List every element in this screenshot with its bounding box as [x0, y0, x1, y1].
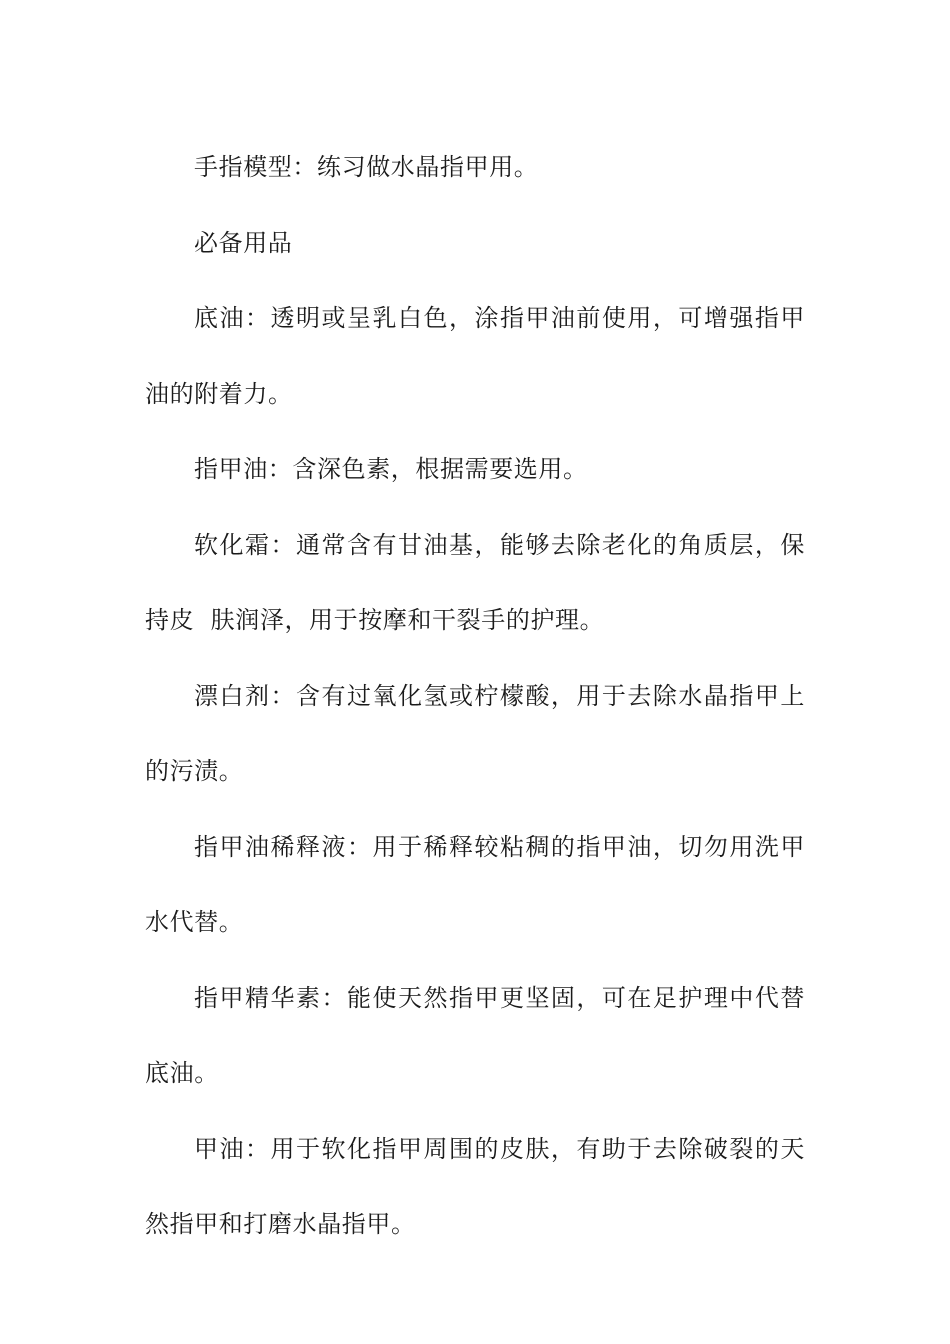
paragraph-softening-cream: 软化霜：通常含有甘油基，能够去除老化的角质层，保持皮 肤润泽，用于按摩和干裂手的护理。	[145, 530, 805, 634]
paragraph-nail-essence: 指甲精华素：能使天然指甲更坚固，可在足护理中代替底油。	[145, 983, 805, 1087]
document-body	[145, 130, 805, 1263]
paragraph-essentials-heading: 必备用品	[194, 228, 293, 257]
paragraph-finger-model: 手指模型：练习做水晶指甲用。	[194, 153, 539, 181]
paragraph-cuticle-oil: 甲油：用于软化指甲周围的皮肤，有助于去除破裂的天然指甲和打磨水晶指甲。	[145, 1134, 805, 1238]
paragraph-polish-thinner: 指甲油稀释液：用于稀释较粘稠的指甲油，切勿用洗甲水代替。	[145, 832, 805, 936]
paragraph-base-coat: 底油：透明或呈乳白色，涂指甲油前使用，可增强指甲油的附着力。	[145, 304, 805, 408]
paragraph-nail-polish: 指甲油：含深色素，根据需要选用。	[194, 455, 588, 483]
paragraph-bleach: 漂白剂：含有过氧化氢或柠檬酸，用于去除水晶指甲上的污渍。	[145, 681, 805, 785]
